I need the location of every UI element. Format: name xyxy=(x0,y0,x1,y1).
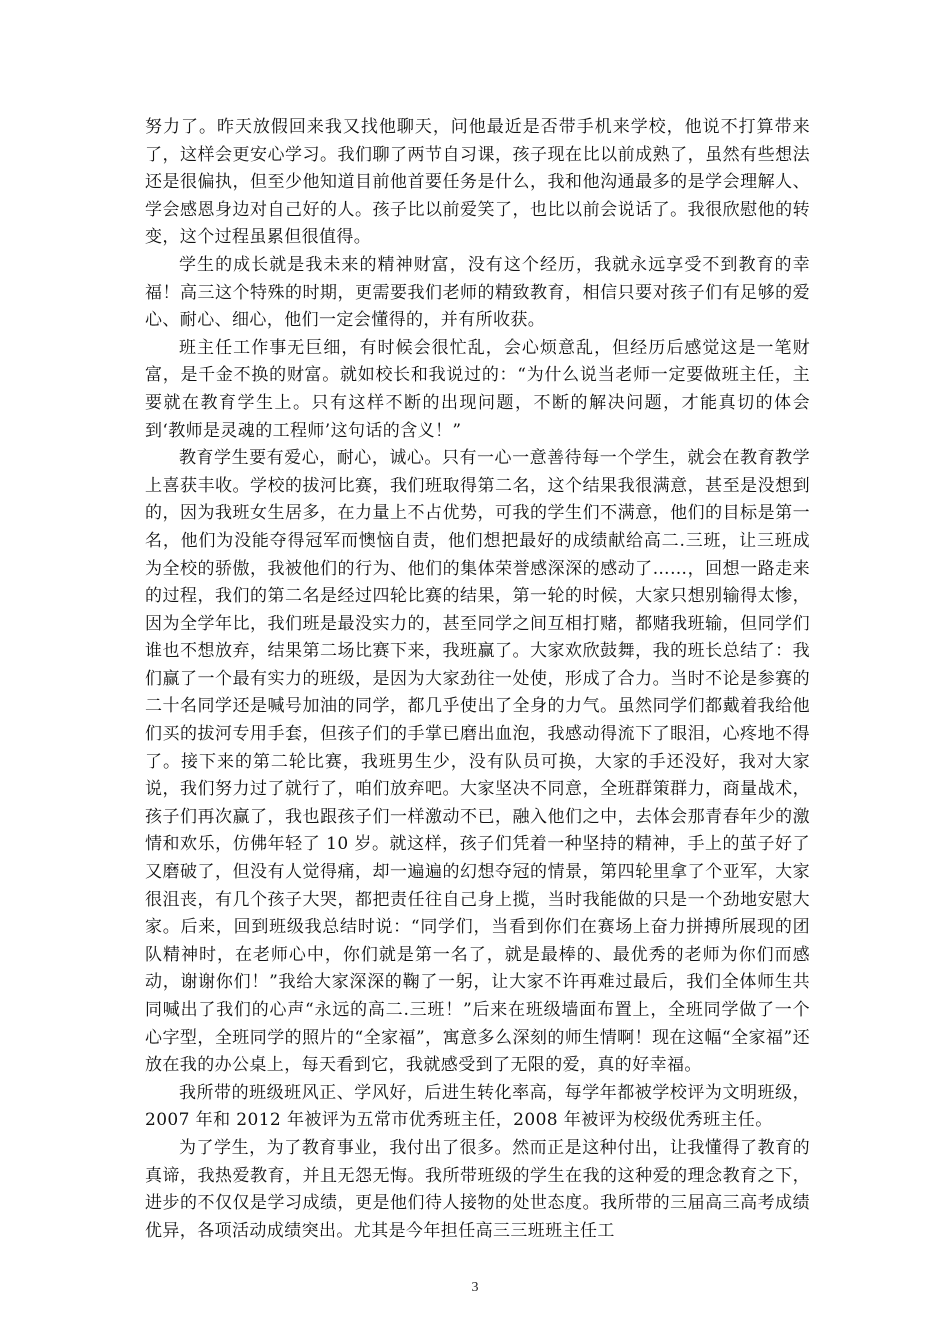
paragraph-4: 教育学生要有爱心，耐心，诚心。只有一心一意善待每一个学生，就会在教育教学上喜获丰收。学校的拔河比赛，我们班取得第二名，这个结果我很满意，甚至是没想到的，因为我班女生居多，在力量上不占优势，可我的学生们不满意，他们的目标是第一名，他们为没能夺得冠军而懊恼自责，他们想把最好的成绩献给高二.三班，让三班成为全校的骄傲，我被他们的行为、他们的集体荣誉感深深的感动了……，回想一路走来的过程，我们的第二名是经过四轮比赛的结果，第一轮的时候，大家只想别输得太惨，因为全学年比，我们班是最没实力的，甚至同学之间互相打赌，都赌我班输，但同学们谁也不想放弃，结果第二场比赛下来，我班赢了。大家欢欣鼓舞，我的班长总结了：我们赢了一个最有实力的班级，是因为大家劲往一处使，形成了合力。当时不论是参赛的二十名同学还是喊号加油的同学，都几乎使出了全身的力气。虽然同学们都戴着我给他们买的拔河专用手套，但孩子们的手掌已磨出血泡，我感动得流下了眼泪，心疼地不得了。接下来的第二轮比赛，我班男生少，没有队员可换，大家的手还没好，我对大家说，我们努力过了就行了，咱们放弃吧。大家坚决不同意，全班群策群力，商量战术，孩子们再次赢了，我也跟孩子们一样激动不已，融入他们之中，去体会那青春年少的激情和欢乐，仿佛年轻了 10 岁。就这样，孩子们凭着一种坚持的精神，手上的茧子好了又磨破了，但没有人觉得痛，却一遍遍的幻想夺冠的情景，第四轮里拿了个亚军，大家很沮丧，有几个孩子大哭，都把责任往自己身上揽，当时我能做的只是一个劲地安慰大家。后来，回到班级我总结时说：“同学们，当看到你们在赛场上奋力拼搏所展现的团队精神时，在老师心中，你们就是第一名了，就是最棒的、最优秀的老师为你们而感动，谢谢你们！”我给大家深深的鞠了一躬，让大家不许再难过最后，我们全体师生共同喊出了我们的心声“永远的高二.三班！”后来在班级墙面布置上，全班同学做了一个心字型，全班同学的照片的“全家福”，寓意多么深刻的师生情啊！现在这幅“全家福”还放在我的办公桌上，每天看到它，我就感受到了无限的爱，真的好幸福。 xyxy=(145,448,810,1076)
paragraph-5: 我所带的班级班风正、学风好，后进生转化率高，每学年都被学校评为文明班级，2007 年和 2012 年被评为五常市优秀班主任，2008 年被评为校级优秀班主任。 xyxy=(145,1082,810,1131)
paragraph-2: 学生的成长就是我未来的精神财富，没有这个经历，我就永远享受不到教育的幸福！高三这个特殊的时期，更需要我们老师的精致教育，相信只要对孩子们有足够的爱心、耐心、细心，他们一定会懂得的，并有所收获。 xyxy=(145,254,810,331)
paragraph-6: 为了学生，为了教育事业，我付出了很多。然而正是这种付出，让我懂得了教育的真谛，我热爱教育，并且无怨无悔。我所带班级的学生在我的这种爱的理念教育之下，进步的不仅仅是学习成绩，更是他们待人接物的处世态度。我所带的三届高三高考成绩优异，各项活动成绩突出。尤其是今年担任高三三班班主任工 xyxy=(145,1137,810,1241)
body-text xyxy=(145,114,810,1245)
paragraph-3: 班主任工作事无巨细，有时候会很忙乱，会心烦意乱，但经历后感觉这是一笔财富，是千金不换的财富。就如校长和我说过的：“为什么说当老师一定要做班主任，主要就在教育学生上。只有这样不断的出现问题，不断的解决问题，才能真切的体会到‘教师是灵魂的工程师’这句话的含义！” xyxy=(145,337,810,441)
page-number: 3 xyxy=(471,1280,479,1295)
paragraph-1: 努力了。昨天放假回来我又找他聊天，问他最近是否带手机来学校，他说不打算带来了，这样会更安心学习。我们聊了两节自习课，孩子现在比以前成熟了，虽然有些想法还是很偏执，但至少他知道目前他首要任务是什么，我和他沟通最多的是学会理解人、学会感恩身边对自己好的人。孩子比以前爱笑了，也比以前会说话了。我很欣慰他的转变，这个过程虽累但很值得。 xyxy=(145,117,810,248)
